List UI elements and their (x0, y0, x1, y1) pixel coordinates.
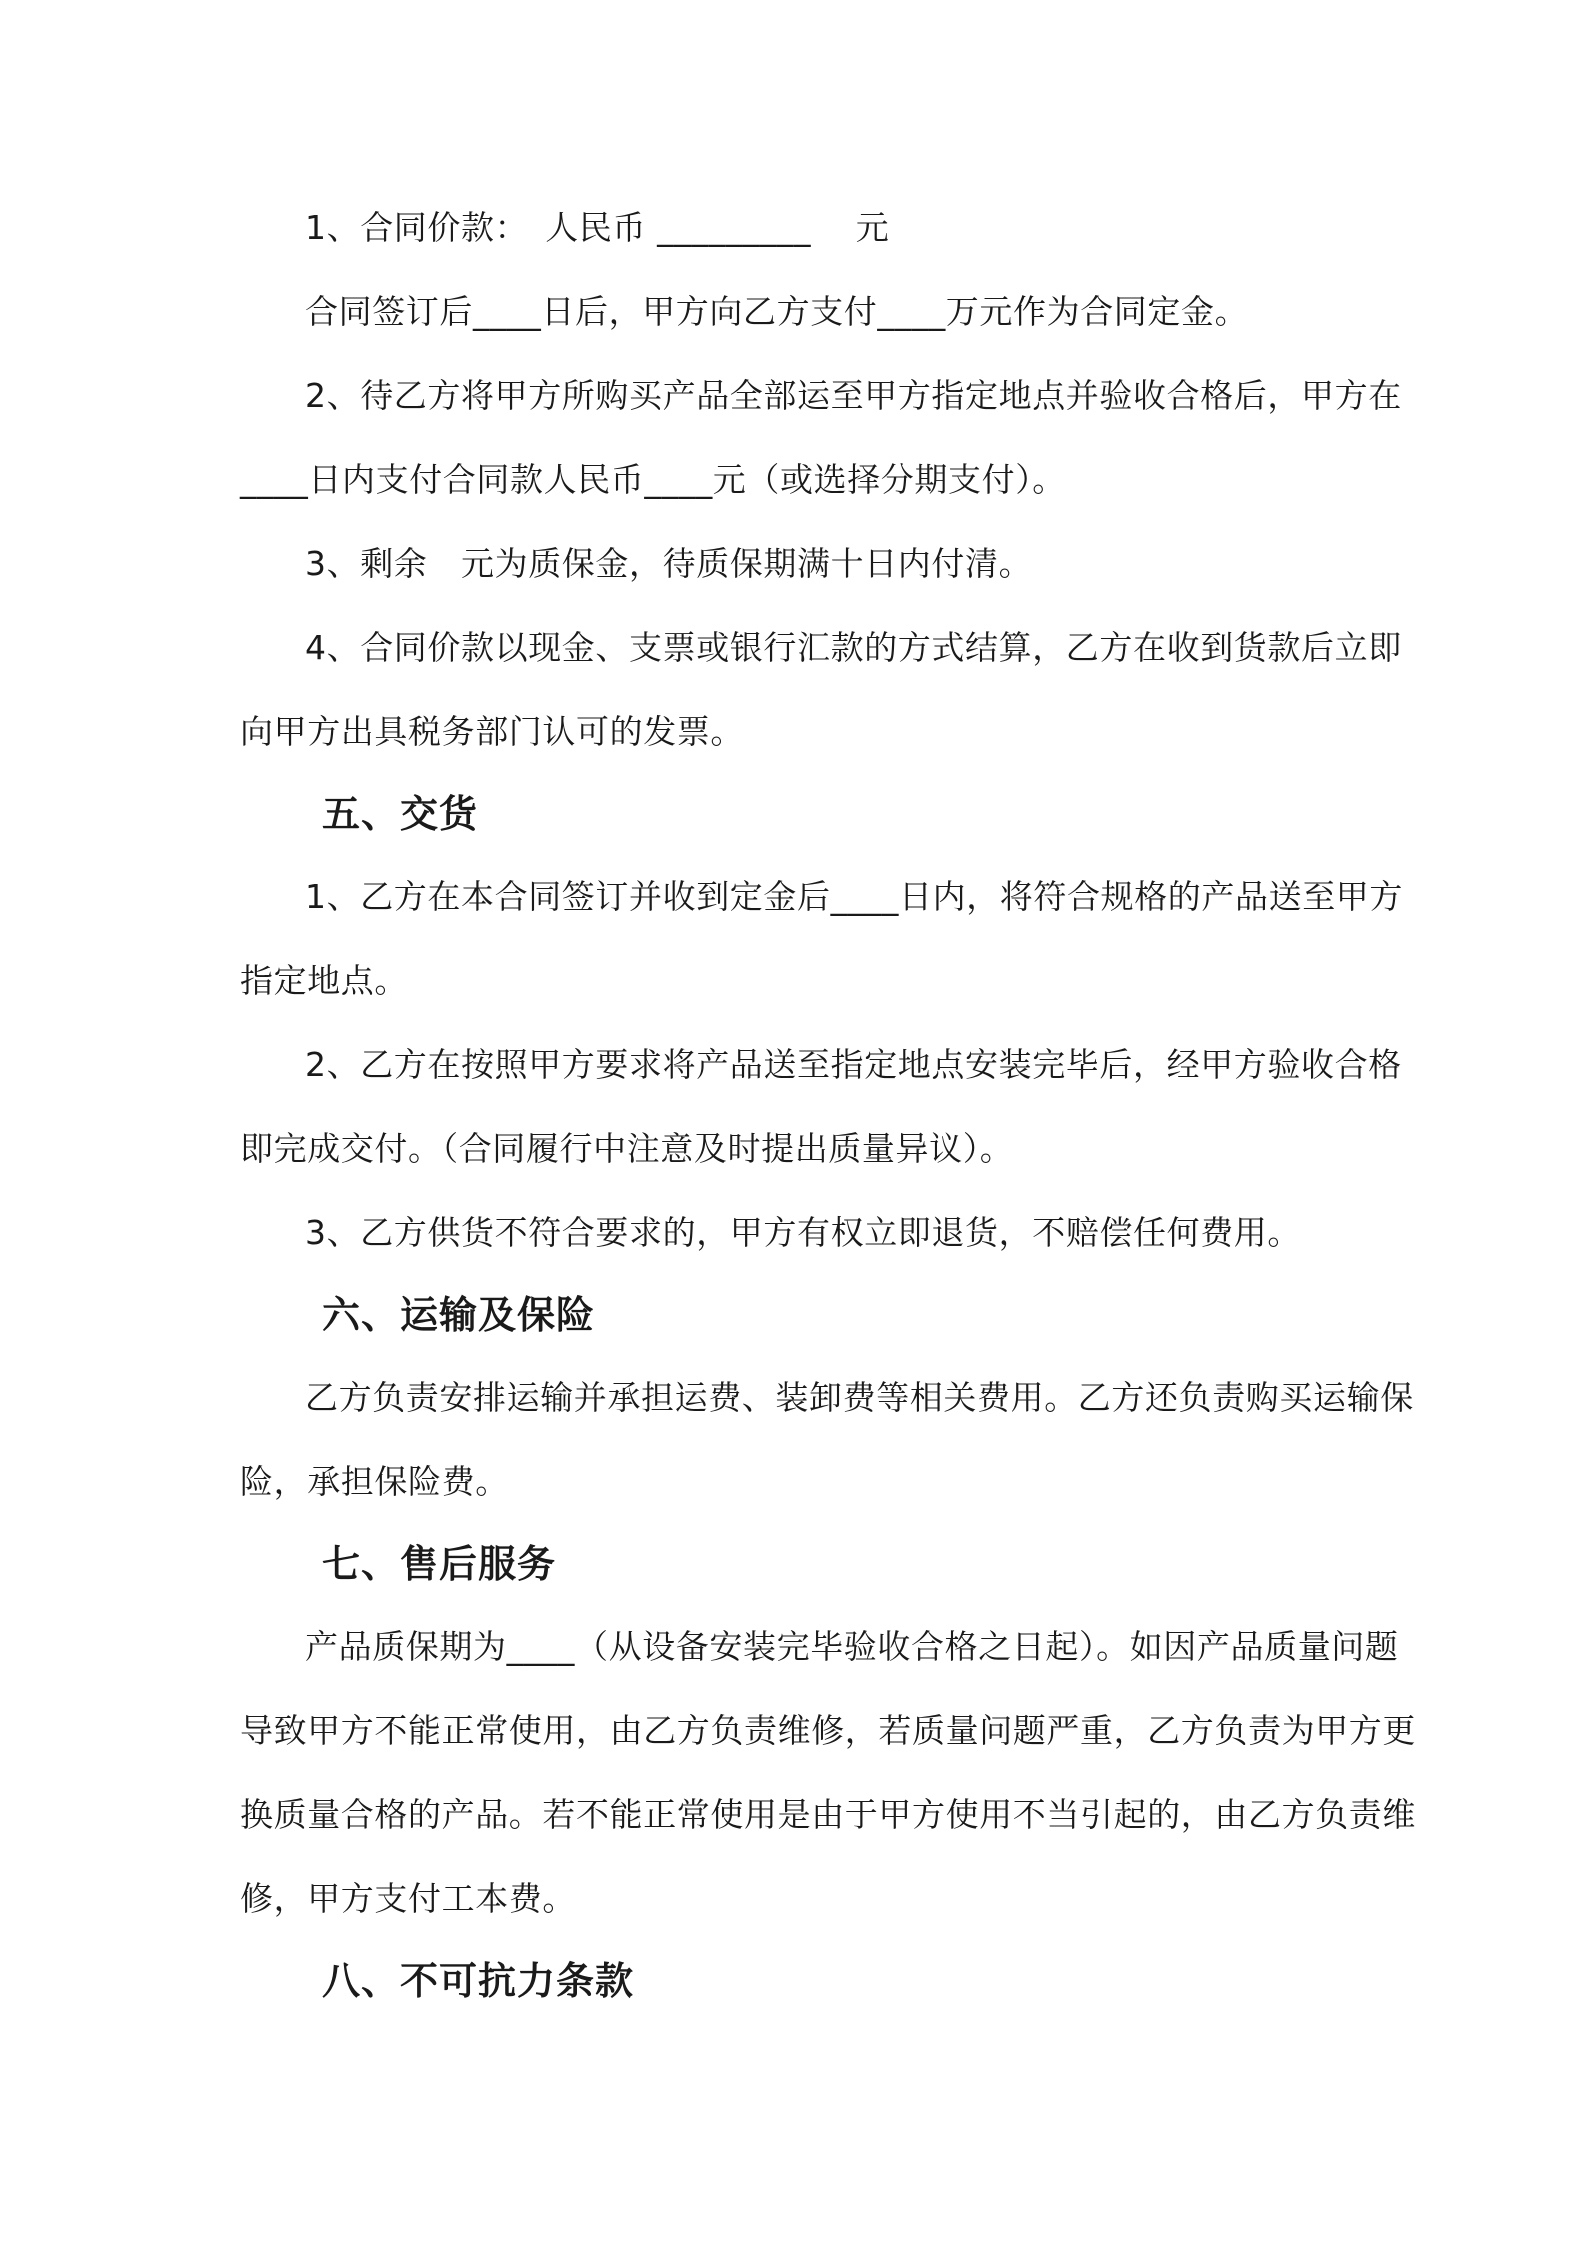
paragraph-line: 即完成交付。（合同履行中注意及时提出质量异议）。 (240, 1129, 1014, 1168)
section-heading: 七、售后服务 (322, 1542, 557, 1586)
paragraph-line: ____日内支付合同款人民币____元（或选择分期支付）。 (240, 460, 1066, 499)
section-heading: 六、运输及保险 (322, 1293, 596, 1337)
paragraph-line: 产品质保期为____（从设备安装完毕验收合格之日起）。如因产品质量问题 (305, 1627, 1399, 1666)
paragraph-line: 3、剩余 元为质保金，待质保期满十日内付清。 (305, 544, 1033, 583)
paragraph-line: 换质量合格的产品。若不能正常使用是由于甲方使用不当引起的，由乙方负责维 (240, 1795, 1416, 1834)
paragraph-line: 合同签订后____日后，甲方向乙方支付____万元作为合同定金。 (305, 292, 1249, 331)
section-heading: 八、不可抗力条款 (322, 1959, 635, 2003)
paragraph-line: 1、乙方在本合同签订并收到定金后____日内，将符合规格的产品送至甲方 (305, 877, 1403, 916)
paragraph-line: 4、合同价款以现金、支票或银行汇款的方式结算，乙方在收到货款后立即 (305, 628, 1402, 667)
paragraph-line: 3、乙方供货不符合要求的，甲方有权立即退货，不赔偿任何费用。 (305, 1213, 1301, 1252)
paragraph-line: 险，承担保险费。 (240, 1462, 509, 1501)
paragraph-line: 修，甲方支付工本费。 (240, 1879, 576, 1918)
paragraph-line: 导致甲方不能正常使用，由乙方负责维修，若质量问题严重，乙方负责为甲方更 (240, 1711, 1416, 1750)
paragraph-line: 指定地点。 (240, 961, 408, 1000)
paragraph-line: 1、合同价款： 人民币 _________ 元 (305, 208, 890, 247)
paragraph-line: 乙方负责安排运输并承担运费、装卸费等相关费用。乙方还负责购买运输保 (305, 1378, 1414, 1417)
paragraph-line: 2、乙方在按照甲方要求将产品送至指定地点安装完毕后，经甲方验收合格 (305, 1045, 1402, 1084)
section-heading: 五、交货 (322, 792, 479, 836)
paragraph-line: 向甲方出具税务部门认可的发票。 (240, 712, 744, 751)
paragraph-line: 2、待乙方将甲方所购买产品全部运至甲方指定地点并验收合格后，甲方在 (305, 376, 1402, 415)
